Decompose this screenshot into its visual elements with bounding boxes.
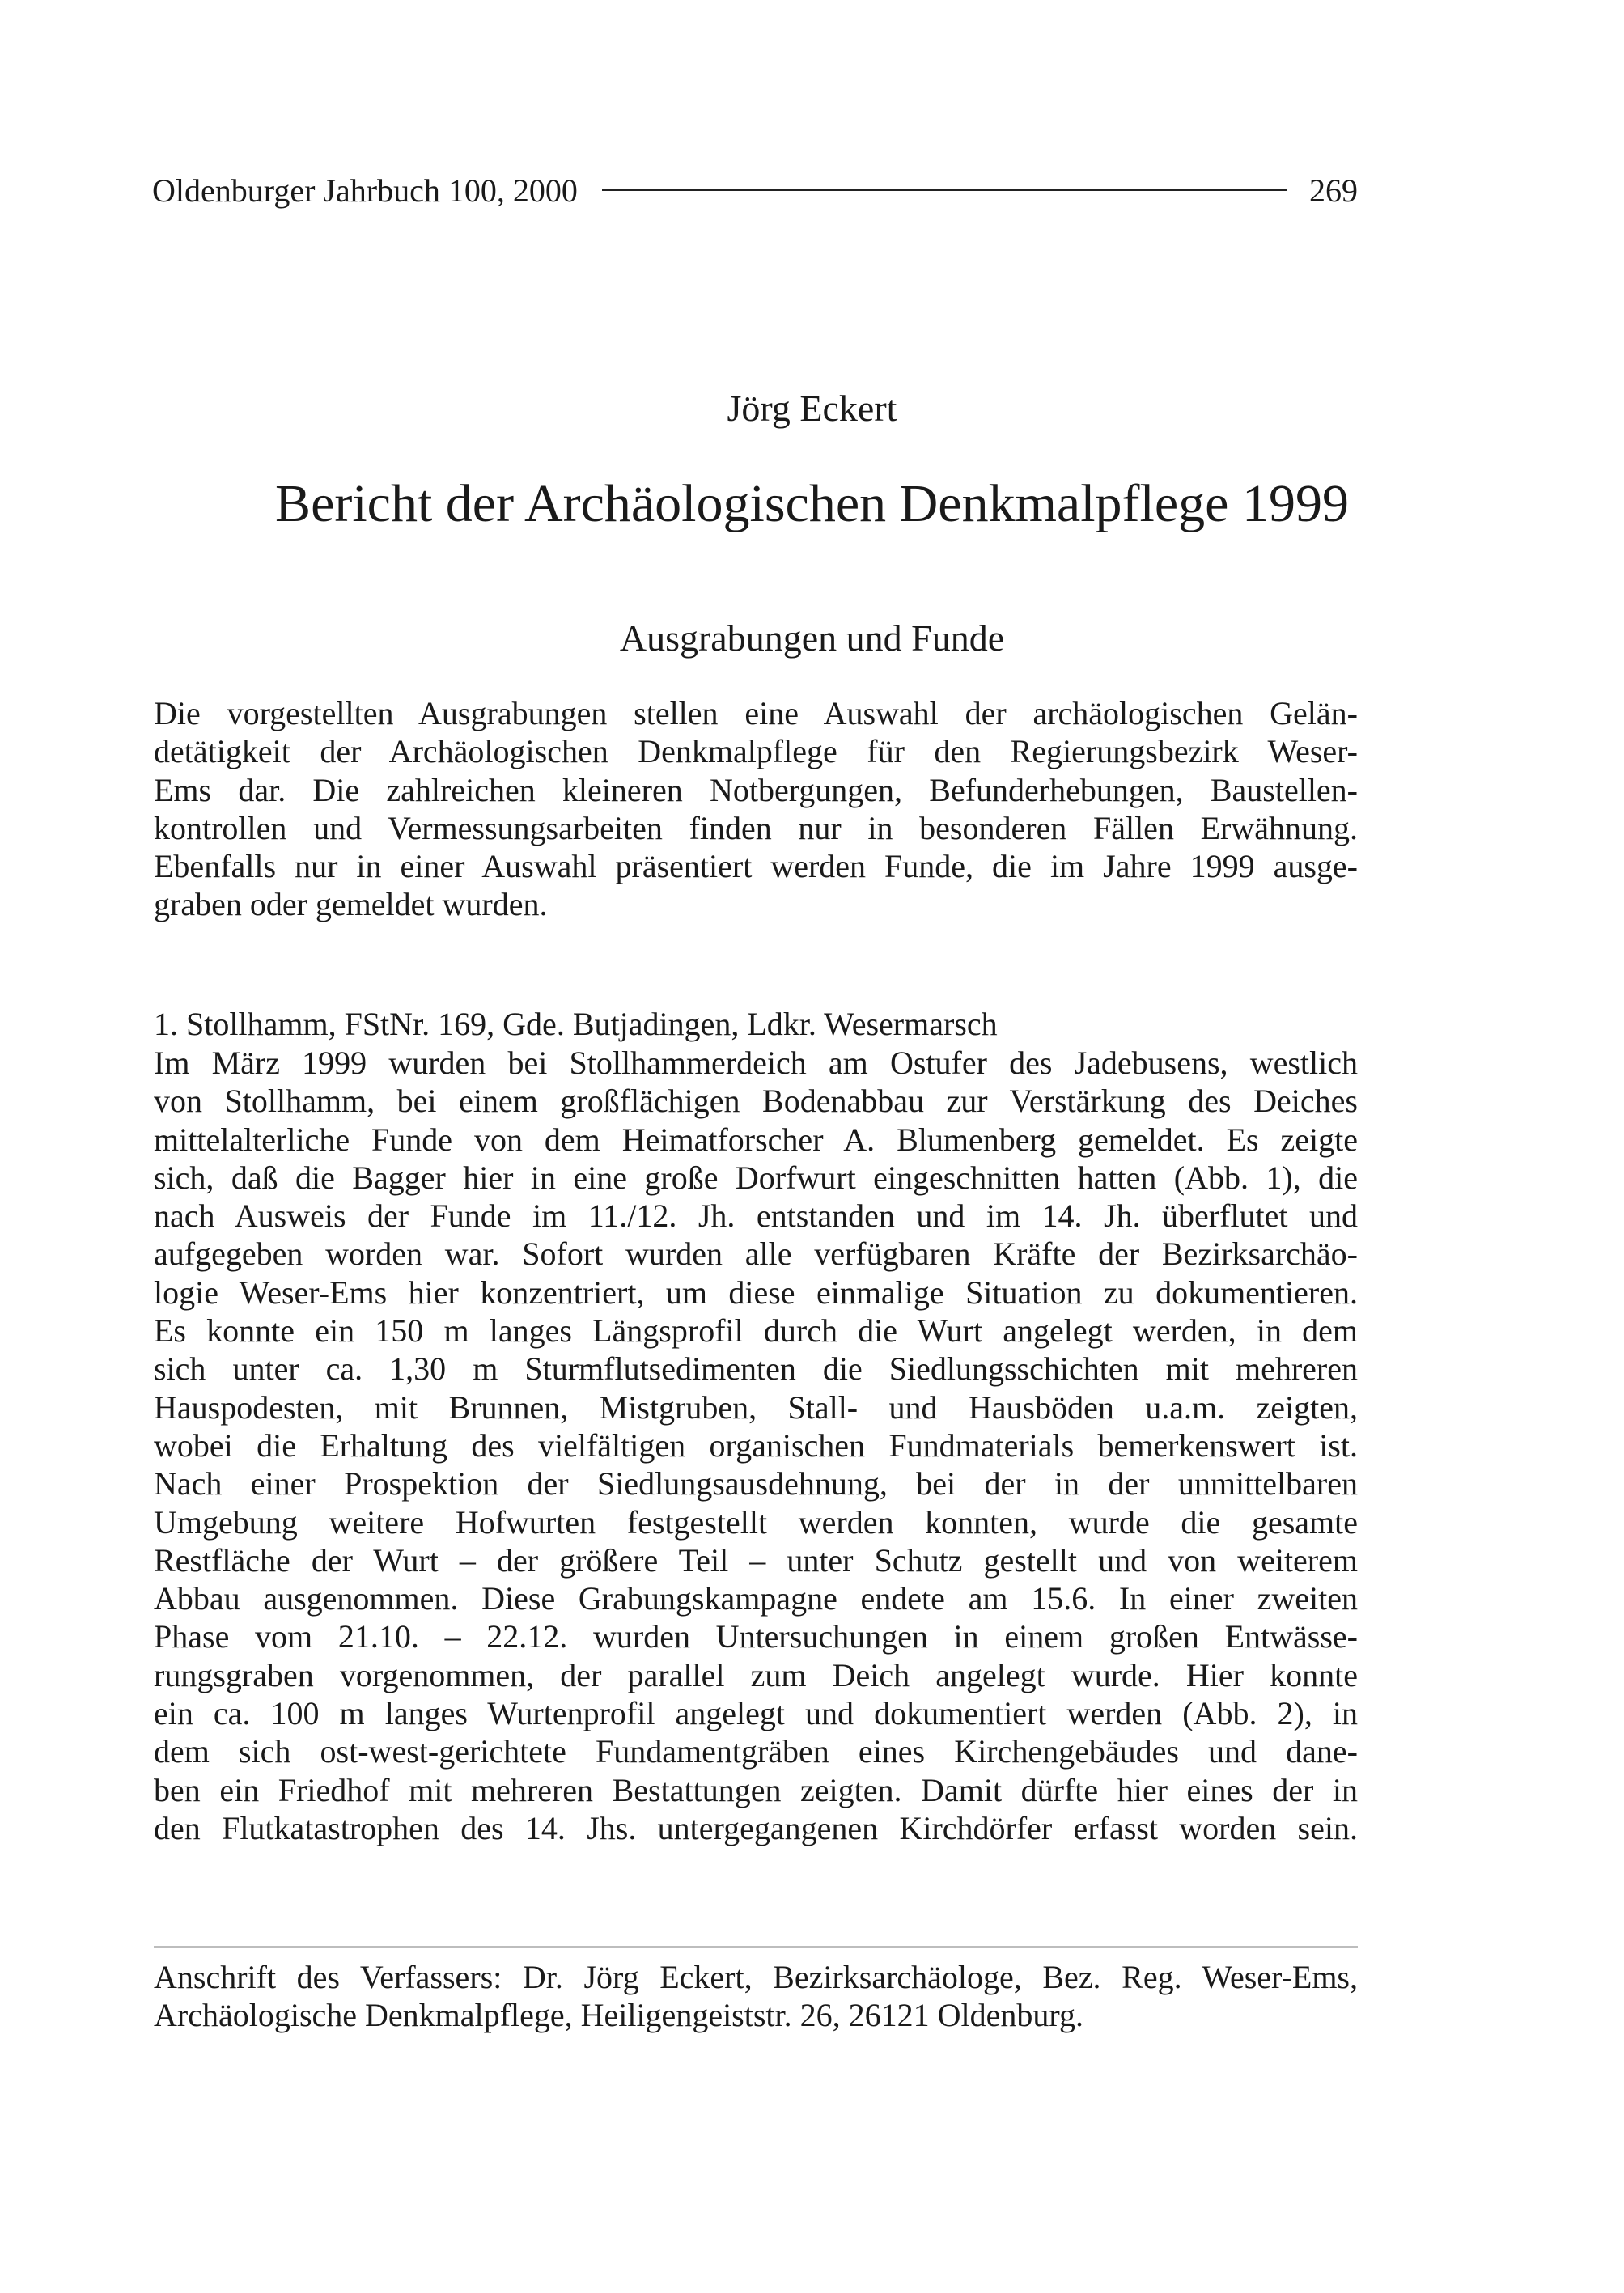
text-line: Im März 1999 wurden bei Stollhammerdeich am Ostufer des Jadebusens, westlich	[154, 1045, 1358, 1081]
text-line: von Stollhamm, bei einem großflächigen Bodenabbau zur Verstärkung des Deiches	[154, 1083, 1358, 1120]
article-author: Jörg Eckert	[727, 388, 897, 429]
text-line: ben ein Friedhof mit mehreren Bestattungen zeigten. Damit dürfte hier eines der in	[154, 1771, 1358, 1808]
header-rule	[602, 189, 1287, 191]
footnote-rule	[154, 1946, 1358, 1948]
text-line: ein ca. 100 m langes Wurtenprofil angelegt und dokumentiert werden (Abb. 2), in	[154, 1695, 1358, 1732]
text-line: Restfläche der Wurt – der größere Teil – unter Schutz gestellt und von weiterem	[154, 1541, 1358, 1579]
text-line: nach Ausweis der Funde im 11./12. Jh. entstanden und im 14. Jh. überflutet und	[154, 1197, 1358, 1235]
text-line: wobei die Erhaltung des vielfältigen organischen Fundmaterials bemerkenswert ist.	[154, 1426, 1358, 1464]
intro-paragraph	[154, 694, 1358, 924]
entry-body-paragraph	[154, 1044, 1358, 1847]
text-line: aufgegeben worden war. Sofort wurden alle verfügbaren Kräfte der Bezirksarchäo-	[154, 1236, 1358, 1273]
text-line: Anschrift des Verfassers: Dr. Jörg Eckert, Bezirksarchäologe, Bez. Reg. Weser-Ems,	[154, 1959, 1358, 1995]
text-line: rungsgraben vorgenommen, der parallel zum Deich angelegt wurde. Hier konnte	[154, 1656, 1358, 1693]
text-line: Phase vom 21.10. – 22.12. wurden Untersuchungen in einem großen Entwässe-	[154, 1618, 1358, 1655]
text-line: dem sich ost-west-gerichtete Fundamentgräben eines Kirchengebäudes und dane-	[154, 1733, 1358, 1770]
text-line: Es konnte ein 150 m langes Längsprofil durch die Wurt angelegt werden, in dem	[154, 1312, 1358, 1350]
article-title: Bericht der Archäologischen Denkmalpflege 1999	[275, 474, 1349, 533]
text-line: Die vorgestellten Ausgrabungen stellen eine Auswahl der archäologischen Gelän-	[154, 695, 1358, 731]
text-line: detätigkeit der Archäologischen Denkmalpflege für den Regierungsbezirk Weser-	[154, 733, 1358, 770]
running-header	[152, 166, 1358, 214]
text-line: kontrollen und Vermessungsarbeiten finden nur in besonderen Fällen Erwähnung.	[154, 809, 1358, 846]
text-line: logie Weser-Ems hier konzentriert, um diese einmalige Situation zu dokumentieren.	[154, 1274, 1358, 1311]
text-line: den Flutkatastrophen des 14. Jhs. untergegangenen Kirchdörfer erfasst worden sein.	[154, 1809, 1358, 1846]
author-address-footnote	[154, 1958, 1358, 2035]
text-line: graben oder gemeldet wurden.	[154, 886, 548, 923]
text-line: Hauspodesten, mit Brunnen, Mistgruben, Stall- und Hausböden u.a.m. zeigten,	[154, 1388, 1358, 1426]
page-number: 269	[1309, 172, 1358, 209]
text-line: Nach einer Prospektion der Siedlungsausdehnung, bei der in der unmittelbaren	[154, 1465, 1358, 1503]
journal-name: Oldenburger Jahrbuch 100, 2000	[152, 172, 578, 209]
section-heading: Ausgrabungen und Funde	[619, 617, 1005, 659]
text-line: Archäologische Denkmalpflege, Heiligengeiststr. 26, 26121 Oldenburg.	[154, 1997, 1084, 2034]
text-line: Umgebung weitere Hofwurten festgestellt werden konnten, wurde die gesamte	[154, 1503, 1358, 1541]
text-line: Ebenfalls nur in einer Auswahl präsentiert werden Funde, die im Jahre 1999 ausge-	[154, 848, 1358, 885]
text-line: Abbau ausgenommen. Diese Grabungskampagne endete am 15.6. In einer zweiten	[154, 1580, 1358, 1617]
text-line: mittelalterliche Funde von dem Heimatforscher A. Blumenberg gemeldet. Es zeigte	[154, 1121, 1358, 1158]
text-line: sich, daß die Bagger hier in eine große Dorfwurt eingeschnitten hatten (Abb. 1), die	[154, 1159, 1358, 1196]
text-line: sich unter ca. 1,30 m Sturmflutsedimenten die Siedlungsschichten mit mehreren	[154, 1350, 1358, 1388]
text-line: Ems dar. Die zahlreichen kleineren Notbergungen, Befunderhebungen, Baustellen-	[154, 771, 1358, 808]
entry-heading: 1. Stollhamm, FStNr. 169, Gde. Butjadingen, Ldkr. Wesermarsch	[154, 1006, 998, 1042]
